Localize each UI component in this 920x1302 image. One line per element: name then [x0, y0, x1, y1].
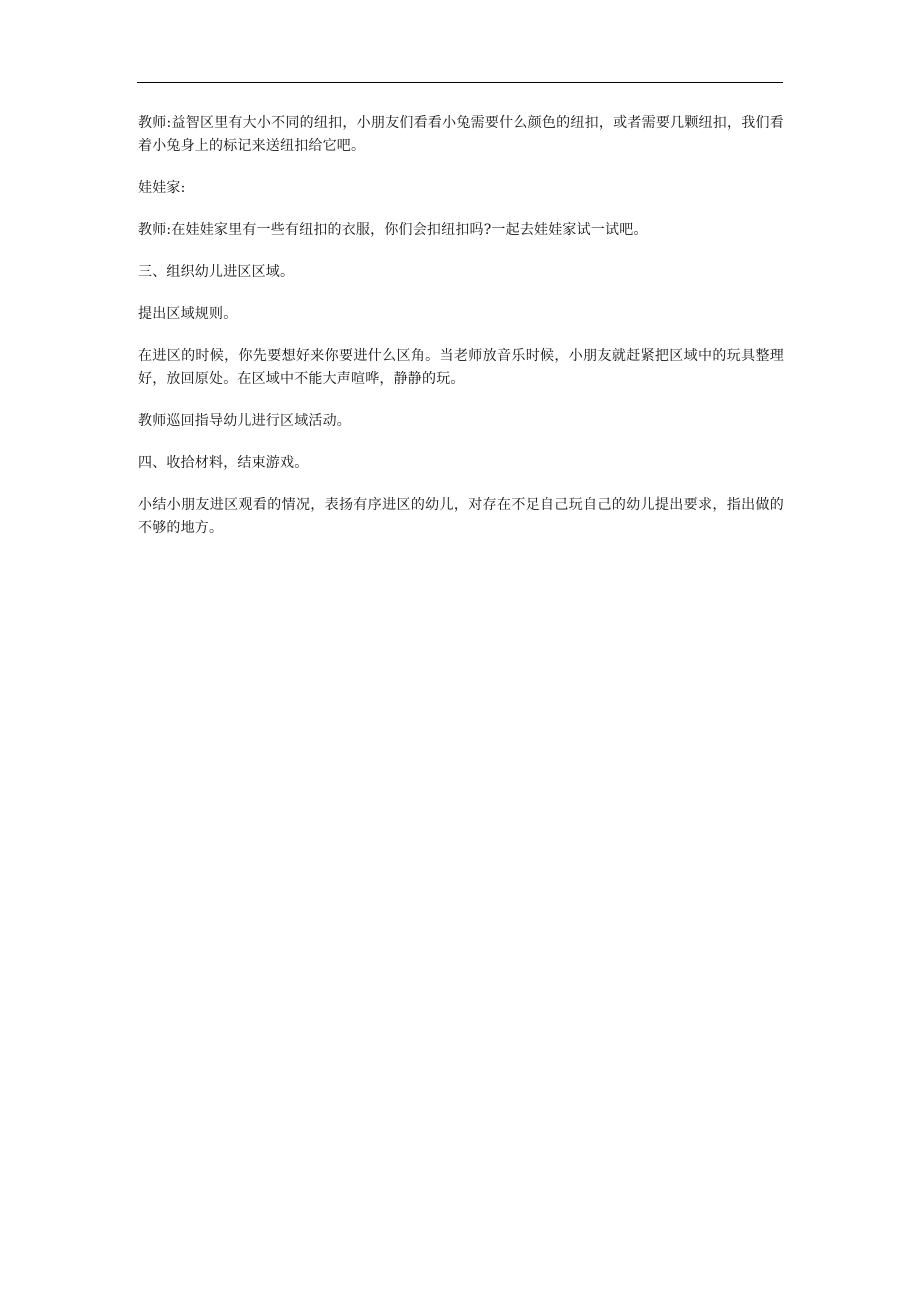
- document-body: [138, 112, 784, 559]
- paragraph-teacher-doll-house: 教师:在娃娃家里有一些有纽扣的衣服，你们会扣纽扣吗?一起去娃娃家试一试吧。: [138, 222, 648, 238]
- section-heading-cleanup: 四、收拾材料，结束游戏。: [138, 455, 309, 471]
- paragraph-rules-detail: 在进区的时候，你先要想好来你要进什么区角。当老师放音乐时候，小朋友就赶紧把区域中的玩具整理好，放回原处。在区域中不能大声喧哗，静静的玩。: [138, 348, 784, 387]
- paragraph-area-rules: 提出区域规则。: [138, 306, 238, 322]
- paragraph-teacher-guidance: 教师巡回指导幼儿进行区域活动。: [138, 413, 351, 429]
- paragraph-summary: 小结小朋友进区观看的情况，表扬有序进区的幼儿，对存在不足自己玩自己的幼儿提出要求，指出做的不够的地方。: [138, 497, 784, 536]
- paragraph-doll-house-heading: 娃娃家:: [138, 180, 186, 196]
- header-rule: [137, 82, 783, 83]
- paragraph-teacher-puzzle-area: 教师:益智区里有大小不同的纽扣，小朋友们看看小兔需要什么颜色的纽扣，或者需要几颗纽扣，我们看着小兔身上的标记来送纽扣给它吧。: [138, 115, 784, 154]
- section-heading-organize: 三、组织幼儿进区区域。: [138, 264, 295, 280]
